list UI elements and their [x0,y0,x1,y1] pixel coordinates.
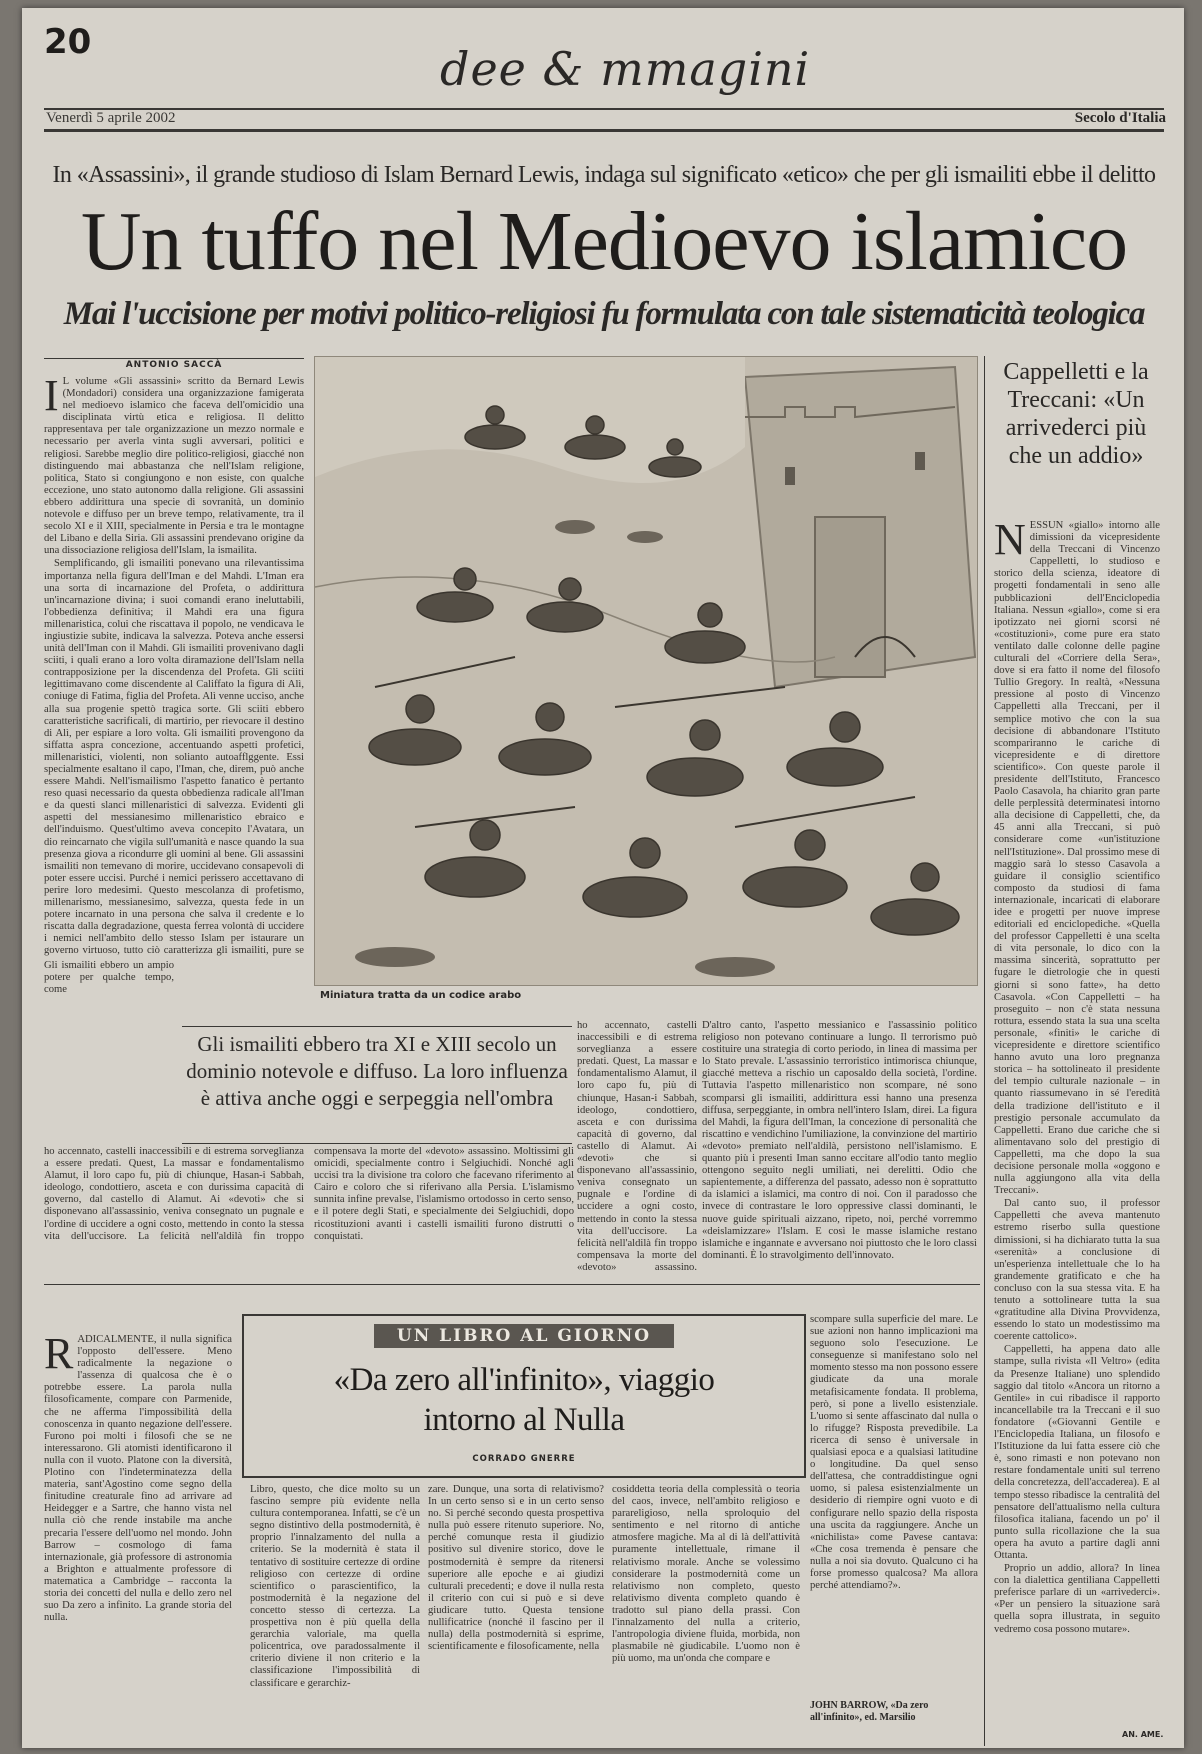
review-column-3 [428,1484,604,1744]
review-paragraph: ADICALMENTE, il nulla significa l'opposto dell'essere. Meno radicalmente la negazione o l'assenza di qualcosa che è o potrebbe essere. La parola nulla filosoficamente, compare con Parmenide, che ne afferma l'impossibilità della conoscenza in quanto negazione dell'essere. Furono poi molti i filosofi che se ne interessarono. Gli atomisti identificarono il nulla con il vuoto. Platone con la diversità, Plotino con l'indeterminatezza della materia, sant'Agostino come segno della finitudine creaturale fino ad arrivare ad Heidegger e a Sartre, che hanno vista nel nulla ciò che rende instabile ma anche precaria l'essere dell'uomo nel mondo. John Barrow – cosmologo di fama internazionale, già professore di astronomia a Brighton e attualmente professore di matematica a Cambridge – racconta la storia dei concetti del nulla e dello zero nel suo Da zero a infinito. La grande storia del nulla. [44,1334,232,1624]
review-rubric-text: UN LIBRO AL GIORNO [396,1326,652,1346]
article-column-1 [44,376,304,958]
review-separator [44,1284,980,1285]
battle-scene-illustration [315,357,977,985]
section-title-text: dee & mmagini [440,42,811,96]
article-paragraph: D'altro canto, l'aspetto messianico e l'assassinio politico religioso non potevano continuare a lungo. Il terrorismo può costituire una strategia di corto periodo, in linea di massima per lo Stato prevale. L'assassinio terroristico intimorisca chiunque, giacché metteva a rischio un caposaldo della società, l'ordine. Tuttavia l'aspetto millenaristico non scompare, né sono scomparsi gli ismailiti, addirittura essi hanno una presenza diffusa, serpeggiante, in ombra nell'intero Islam, direi. La figura del Mahdi, la figura dell'Iman, la concezione di personalità che riscattino e vendichino l'umiliazione, la convinzione del martirio «devoto» premiato nell'aldilà, persistono nell'islamismo. E quanto più i presenti Iman sanno eccitare all'odio tanto meglio ottengono seguito negli umiliati, nei derelitti. Odio che sapientemente, a differenza del passato, adesso non è soprattutto da islamici a islamici, ma contro di noi. Con il paradosso che invece di contrastare le loro oppressive classi dominanti, le nuove guide spirituali aizzano, ripeto, noi, perché vorremmo «deislamizzare» l'Islam. E così le masse islamiche restano islamiche e ingannate e avversano noi piuttosto che le loro classi dominanti. È lo stravolgimento dell'innovato. [702,1020,977,1261]
sidebar-signature: AN. AME. [1122,1730,1164,1739]
newspaper-page [22,8,1184,1748]
article-paragraph: Gli ismailiti ebbero un ampio potere per qualche tempo, come [44,960,174,996]
review-paragraph: scompare sulla superficie del mare. Le sue azioni non hanno implicazioni ma seguono solo l'esecuzione. Le conseguenze si manifestano solo nel momento stesso ma non possono essere giudicate da una morale metafisicamente fondata. Il problema, però, si pone a livello esistenziale. L'uomo si sente affascinato dal nulla o lo rifugge? Risposta prevedibile. La ricerca di senso è universale in qualsiasi epoca e a qualsiasi latitudine o longitudine. Da quel senso dell'attesa, che contraddistingue ogni uomo, si palesa esistenzialmente un desiderio di riempire ogni vuoto e di configurare nello spazio della risposta una uscita da raggiungere. Anche un «nichilista» come Pavese cantava: «Che cosa tremenda è pensare che nulla a noi sia dovuto. Qualcuno ci ha forse promesso qualcosa? Ma allora perché attendiamo?». [810,1314,978,1592]
section-title [440,42,810,96]
review-column-5 [810,1314,978,1694]
image-caption: Miniatura tratta da un codice arabo [320,990,522,1001]
sidebar-title: Cappelletti e la Treccani: «Un arrivederci più che un addio» [1003,359,1149,469]
sidebar-paragraph: Proprio un addio, allora? In linea con la dialettica gentiliana Cappelletti preferisce parlare di un «arrivederci». «Per un pensiero la situazione sarà quella sopra illustrata, in seguito vedremo cosa possono mutare». [994,1563,1160,1635]
review-rubric [374,1324,674,1348]
page-number: 20 [44,22,92,62]
sidebar-body [994,520,1160,1742]
review-column-1 [44,1334,232,1744]
sidebar-paragraph: Dal canto suo, il professor Cappelletti che aveva mantenuto estremo riserbo sulla questione dimissioni, si ha dichiarato tutta la sua «serenità» a conclusione di un'esperienza intellettuale che lo ha grandemente gratificato e che ha concluso con la sua stessa vita. E ha tenuto a sottolineare tutta la sua «gratitudine alla Divina Provvidenza, essendo lo stato un modestissimo ma coerente cattolico». [994,1198,1160,1343]
review-paragraph: cosiddetta teoria della complessità o teoria del caos, invece, nell'ambito religioso e parareligioso, nella sproloquio del sentimento e nel ritorno di antiche atmosfere magiche. Ma al di là dell'attività puramente intellettuale, rimane il relativismo morale. Anche se volessimo considerare la postmodernità come un relativismo non completo, questo relativismo diventa completo quando è tradotto sul piano della prassi. Con l'innalzamento del nulla a criterio, l'antropologia diviene fluida, morbida, non plasmabile nè giudicabile. L'uomo non è più uomo, ma un'onda che compare e [612,1484,800,1665]
article-subheadline: Mai l'uccisione per motivi politico-religiosi fu formulata con tale sistematicità teologica [63,296,1145,332]
paper-name: Secolo d'Italia [1074,110,1166,126]
pull-quote [182,1026,572,1144]
masthead-rule-top [44,108,1164,110]
masthead-rule-bottom [44,129,1164,132]
review-source: JOHN BARROW, «Da zero all'infinito», ed. Marsilio [810,1700,929,1723]
byline-rule [44,358,304,359]
article-column-1-bottom [44,1146,574,1274]
article-column-2 [577,1020,697,1275]
sidebar-divider [984,356,985,1746]
article-kicker: In «Assassini», il grande studioso di Islam Bernard Lewis, indaga sul significato «etico» che per gli ismailiti ebbe il delitto [52,162,1156,188]
sidebar-paragraph: Cappelletti, ha appena dato alle stampe, sulla rivista «Il Veltro» (edita da Presenze Italiane) uno splendido saggio dal titolo «Ancora un ritorno a Gentile» in cui ribadisce il rapporto incancellabile tra la Treccani e il suo fondatore («Giovanni Gentile e l'Enciclopedia Italiana, un filosofo e l'Istituzione da lui fatta essere ciò che è, sono rimasti e non potevano non restare fondamentale uniti sul terreno della concretezza, dell'accaderea). E al tempo stesso ribadisce la centralità del pensatore dell'attualismo nella cultura filosofica italiana, facendo un po' il punto sulla ricollazione che la sua opera ha avuto a partire dagli anni Ottanta. [994,1344,1160,1561]
article-column-3 [702,1020,977,1275]
review-column-2 [250,1484,420,1744]
review-dropcap: R [44,1334,74,1378]
sidebar-paragraph: ESSUN «giallo» intorno alle dimissioni da vicepresidente della Treccani di Vincenzo Cappelletti, lo studioso e storico della scienza, ideatore di progetti fondamentali in seno alle pubblicazioni dell'Enciclopedia Italiana. Nessun «giallo», come si era ipotizzato nei giorni scorsi né «costituzioni», come pure era stato ventilato dalle colonne delle pagine culturali del «Corriere della Sera», dove si era fatto il nome del filosofo Tullio Gregory. In realtà, «Nessuna pressione al posto di Vincenzo Cappelletti alla Treccani, per il semplice motivo che con la sua decisione di abbandonare l'Istituto scompariranno le cariche di vicepresidente e di direttore scientifico». Con queste parole il presidente dell'Istituto, Francesco Paolo Casavola, ha chiarito gran parte delle perplessità determinatesi intorno alla decisione di Cappelletti, che, da 45 anni alla Treccani, si può considerare come «un'istituzione nell'Istituzione». Dal prossimo mese di maggio sarà lo stesso Casavola a guidare il consiglio scientifico composto da studiosi di fama internazionale, incaricati di elaborare idee e progetti per nuove imprese editoriali ed enciclopediche. «Quella del professor Cappelletti è una scelta di vita personale, lo dico con la massima sincerità, soprattutto per fugare le dietrologie che in questi giorni si sono fatte», ha detto Casavola. «Con Cappelletti – ha proseguito – non c'è stata nessuna rottura, essendo stata la sua una scelta personale, «finiti» le cariche di vicepresidente e direttore scientifico hanno avuto una loro pregnanza storica – ha sottolineato il presidente del tempio culturale nazionale – in quanto riassumevano in sé l'eredità della tradizione dell'istituto e il prestigio personale accumulato da Cappelletti. Erano due cariche che si alimentavano solo del prestigio di Cappelletti, ma che dopo la sua decisione personale molla «oggono e nulla aggiungono alla vita della Treccani». [994,520,1160,1197]
review-paragraph: Libro, questo, che dice molto su un fascino sempre più evidente nella cultura contemporanea. Infatti, se c'è un segno distintivo della postmodernità, è proprio l'innalzamento del nulla a criterio. Se la modernità è stata il tentativo di sostituire certezze di ordine religioso con certezze di ordine scientifico o parascientifico, la postmodernità è la negazione del concetto stesso di certezza. La prospettiva non è più quella della gerarchia valoriale, ma quella policentrica, ove paradossalmente il criterio diviene il non criterio e la classificazione l'impossibilità di classificare e gerarchiz- [250,1484,420,1689]
article-column-1-continued [44,960,174,1090]
miniature-illustration [314,356,978,986]
review-paragraph: zare. Dunque, una sorta di relativismo? In un certo senso sì e in un certo senso no. Sì perché secondo questa prospettiva nulla può essere ritenuto superiore. No, perché comunque resta il giudizio positivo sul divenire storico, dove le postmodernità è sempre da ritenersi superiore alle epoche e ai giudizi culturali precedenti; e dove il nulla resta il criterio con cui si può e si deve giudicare tutto. Questa tensione nullificatrice (nonché il fascino per il nulla) della postmodernità si esprime, scientificamente e filosoficamente, nella [428,1484,604,1653]
issue-date: Venerdì 5 aprile 2002 [46,110,176,126]
article-paragraph: L volume «Gli assassini» scritto da Bernard Lewis (Mondadori) considera una organizzazione famigerata nel medioevo islamico che faceva dell'omicidio una disciplinata virtù etica e religiosa. Il delitto rappresentava per tale organizzazione un mezzo normale e necessario per averla vinta sugli avversari, politici e religiosi. Sarebbe meglio dire politico-religiosi, giacché non distinguendo mai abbastanza che nell'Islam religione, politica, Stato si congiungono e non esiste, con qualche eccezione, uno stato autonomo dalla religione. Gli assassini ebbero addirittura una specie di sovranità, un dominio notevole e diffuso per un breve tempo, relativamente, tra il secolo XI e il XIII, specialmente in Persia e tra le montagne del Libano e della Siria. Gli assassini prendevano origine da una dissociazione religiosa dell'Islam, la ismailita. [44,376,304,557]
article-byline: ANTONIO SACCÀ [125,360,223,370]
review-title: «Da zero all'infinito», viaggio intorno al Nulla [333,1362,715,1438]
sidebar-dropcap: N [994,520,1026,564]
article-paragraph: ho accennato, castelli inaccessibili e di estrema sorveglianza a essere predati. Quest, La massar e fondamentalismo Alamut, il loro capo fu, più di chiunque, Hasan-i Sabbah, ideologo, condottiero, asceta e con durissima capacità di governo, dal castello di Alamut. Ai «devoti» che si disponevano all'assassinio, veniva consegnato un pugnale e l'ordine di uccidere a ogni costo, mettendo in conto la stessa vita dell'uccisore. La felicità nell'aldilà fin troppo compensava la morte del «devoto» assassino. [577,1020,697,1273]
article-paragraph: Semplificando, gli ismailiti ponevano una rilevantissima importanza nella figura dell'Iman e del Mahdi. L'Iman era una sorta di incarnazione del Profeta, o addirittura un'incarnazione divina; i suoi comandi erano ineluttabili, l'obbedienza definitiva; il Mahdi era una figura millenaristica, colui che riscattava il popolo, ne vendicava le ingiustizie subite, indicava la salvezza. Poteva anche essersi unità dell'Iman con il Mahdi. Gli ismailiti provenivano dagli sciiti, i quali erano a loro volta diramazione dell'Islam nella contrapposizione per la discendenza del Profeta. Gli sciiti legittimavano come discendente al Califfato la figura di Alì, coniuge di Fatima, figlia del Profeta. Alì venne ucciso, anche alla sua progenie spettò tragica sorte. Gli sciiti ebbero caratteristiche sacrificali, di martirio, per rievocare il destino di Alì, per espiare a loro volta. Gli ismailiti provengono da siffatta aspra concezione, accentuando aspetti profetici, millenaristici, violenti, non solianto autoafflggente. Essi specialmente esaltano il capo, l'Iman, che, direm, può anche essere Mahdi. Nell'ismailismo l'aspetto fanatico è pertanto reso quasi necessario da questa obbedienza radicale all'Iman e da questi slanci millenaristici di salvezza. Evidenti gli aspetti del messianesimo millenaristico ebraico e dell'induismo. Quest'ultimo aveva concepito l'Avatara, un dio reincarnato che vigila sull'umanità e nasce quando la sua presenza giova a ricondurre gli uomini al bene. Gli assassini ismailiti non temevano di morire, uccidevano consapevoli di poter essere uccisi. Purché i nemici perissero accettavano di perire loro medesimi. Questo mescolanza di profetismo, millenarismo, messianesimo, salvezza, questa fede in un potere incarnato in una persona che salva il credente e lo riscatta dalla degradazione, questa ferrea volontà di uccidere i nemici nell'ambito dello stesso Islam per istaurare un governo virtuoso, tutto ciò caratterizza gli ismailiti, pure se [44,558,304,957]
review-byline: CORRADO GNERRE [472,1454,576,1464]
review-header-box [242,1314,806,1478]
review-column-4 [612,1484,800,1744]
article-headline: Un tuffo nel Medioevo islamico [80,195,1128,288]
article-paragraph: ho accennato, castelli inaccessibili e di estrema sorveglianza a essere predati. Quest, La massar e fondamentalismo Alamut, il loro capo fu, più di chiunque, Hasan-i Sabbah, ideologo, condottiero, asceta e con durissima capacità di governo, dal castello di Alamut. Ai «devoti» che si disponevano all'assassinio, veniva consegnato un pugnale e l'ordine di uccidere a ogni costo, mettendo in conto la stessa vita dell'uccisore. La felicità nell'aldilà fin troppo compensava la morte del «devoto» assassino. Moltissimi gli omicidi, specialmente contro i Selgiuchidi. Nonché agli uccisi tra la divisione tra coloro che facevano riferimento al Cairo e coloro che si riferivano alla Persia. L'islamismo sunnita infine prevalse, l'islamismo ortodosso in certo senso, e il potere degli Stati, e specialmente dei Selgiuchidi, dopo ricostituzioni avanti i castelli ismailiti furono distrutti o conquistati. [44,1146,574,1242]
pull-quote-text: Gli ismailiti ebbero tra XI e XIII secolo un dominio notevole e diffuso. La loro influenza è attiva anche oggi e serpeggia nell'ombra [186,1032,568,1110]
article-dropcap: I [44,376,59,420]
